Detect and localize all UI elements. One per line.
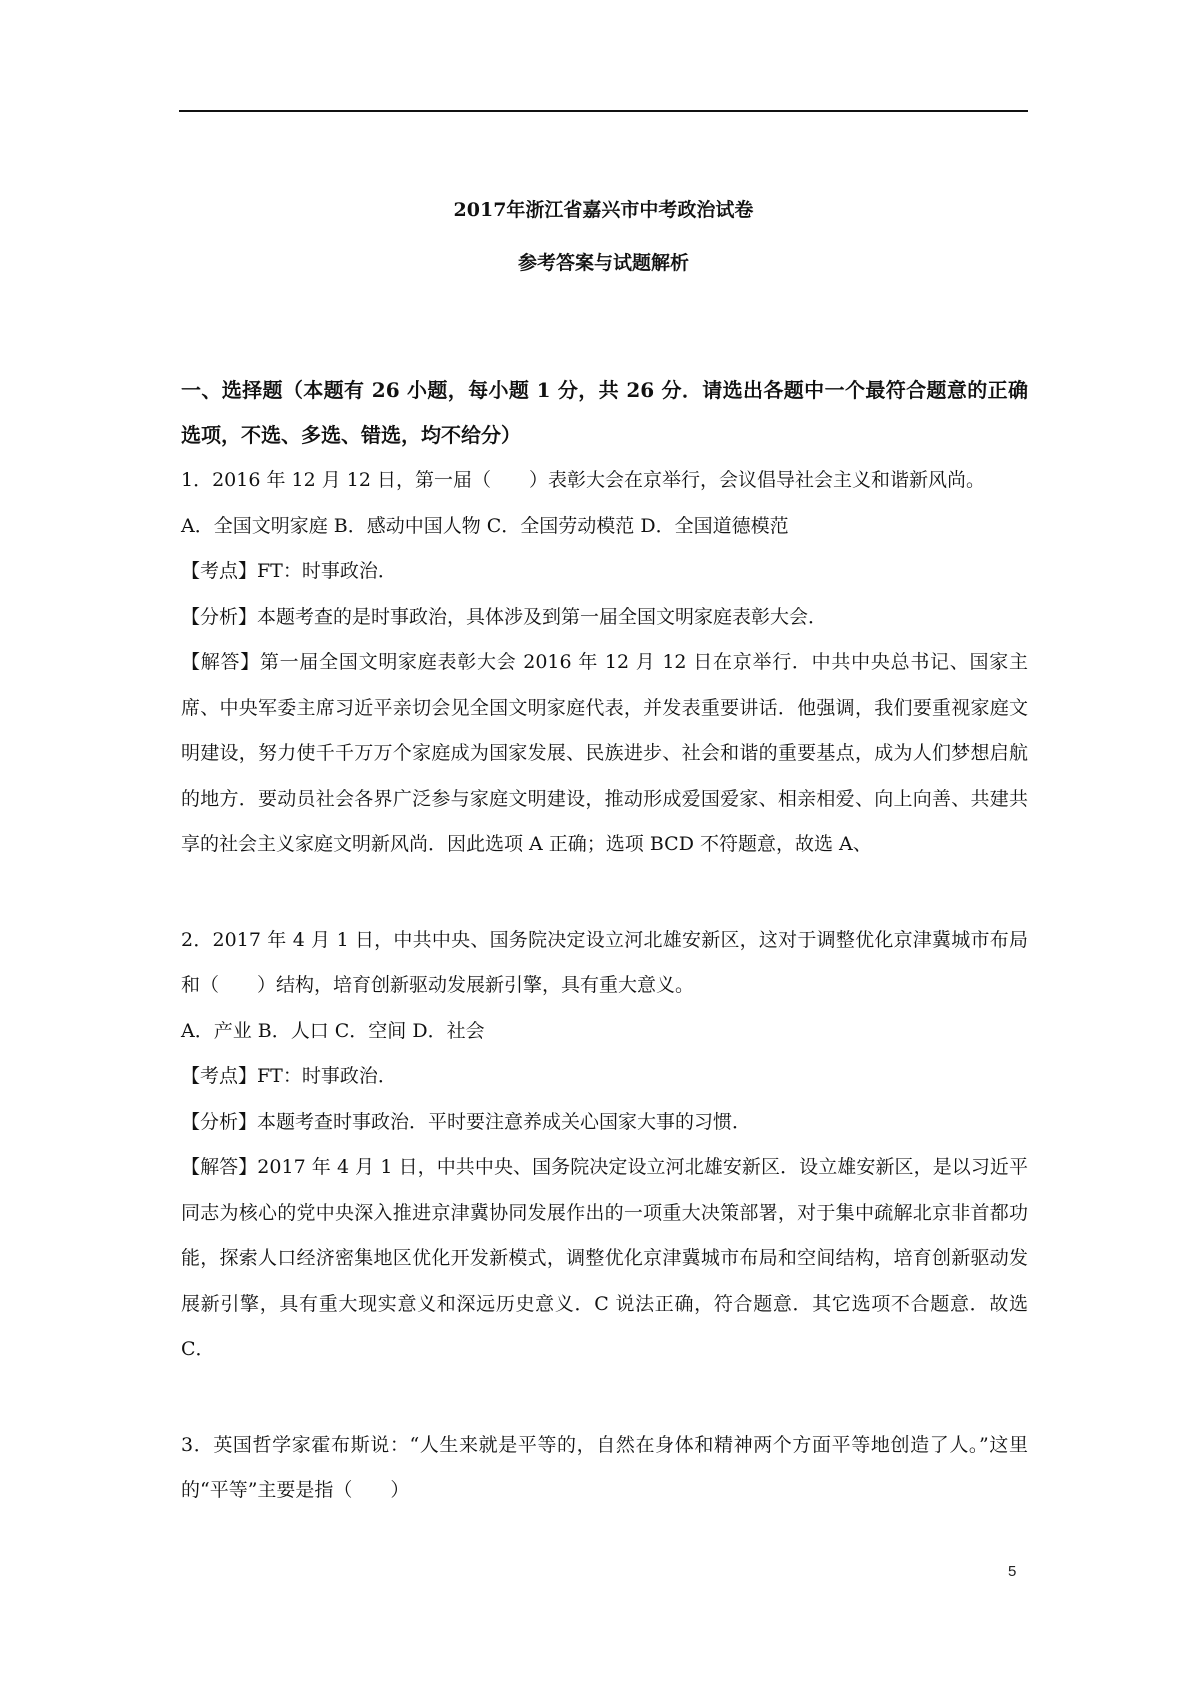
question-answer: 【解答】第一届全国文明家庭表彰大会 2016 年 12 月 12 日在京举行．中共中央总书记、国家主席、中央军委主席习近平亲切会见全国文明家庭代表，并发表重要讲话．他强调，我们要重视家庭文明建设，努力使千千万万个家庭成为国家发展、民族进步、社会和谐的重要基点，成为人们梦想启航的地方．要动员社会各界广泛参与家庭文明建设，推动形成爱国爱家、相亲相爱、向上向善、共建共享的社会主义家庭文明新风尚．因此选项 A 正确；选项 BCD 不符题意，故选 A、 — [181, 651, 1028, 855]
page-number: 5 — [1008, 1563, 1017, 1580]
document-title: 2017年浙江省嘉兴市中考政治试卷 — [453, 199, 754, 221]
question-analysis: 【分析】本题考查时事政治．平时要注意养成关心国家大事的习惯． — [181, 1110, 752, 1133]
question-1 — [181, 458, 1028, 868]
question-2 — [181, 918, 1028, 1373]
question-stem: 3．英国哲学家霍布斯说：“人生来就是平等的，自然在身体和精神两个方面平等地创造了人。”这里的“平等”主要是指（ ） — [181, 1433, 1028, 1501]
title-block — [179, 196, 1028, 277]
question-answer: 【解答】2017 年 4 月 1 日，中共中央、国务院决定设立河北雄安新区．设立雄安新区，是以习近平同志为核心的党中央深入推进京津冀协同发展作出的一项重大决策部署，对于集中疏解北京非首都功能，探索人口经济密集地区优化开发新模式，调整优化京津冀城市布局和空间结构，培育创新驱动发展新引擎，具有重大现实意义和深远历史意义．C 说法正确，符合题意．其它选项不合题意．故选 C． — [181, 1156, 1028, 1360]
question-spacer — [181, 868, 1028, 918]
question-options: A．全国文明家庭 B．感动中国人物 C．全国劳动模范 D．全国道德模范 — [181, 514, 789, 537]
document-subtitle: 参考答案与试题解析 — [517, 252, 689, 274]
header-rule — [179, 110, 1028, 112]
question-point: 【考点】FT：时事政治． — [181, 560, 397, 582]
question-spacer — [181, 1373, 1028, 1423]
section-heading: 一、选择题（本题有 26 小题，每小题 1 分，共 26 分．请选出各题中一个最符合题意的正确选项，不选、多选、错选，均不给分） — [181, 378, 1028, 447]
question-3 — [181, 1423, 1028, 1514]
question-options: A．产业 B．人口 C．空间 D．社会 — [181, 1019, 485, 1042]
question-analysis: 【分析】本题考查的是时事政治，具体涉及到第一届全国文明家庭表彰大会． — [181, 605, 828, 628]
question-stem: 2．2017 年 4 月 1 日，中共中央、国务院决定设立河北雄安新区，这对于调整优化京津冀城市布局和（ ）结构，培育创新驱动发展新引擎，具有重大意义。 — [181, 928, 1028, 996]
question-stem: 1．2016 年 12 月 12 日，第一届（ ）表彰大会在京举行，会议倡导社会主义和谐新风尚。 — [181, 469, 985, 491]
document-content — [181, 368, 1028, 1514]
question-point: 【考点】FT：时事政治． — [181, 1065, 397, 1087]
